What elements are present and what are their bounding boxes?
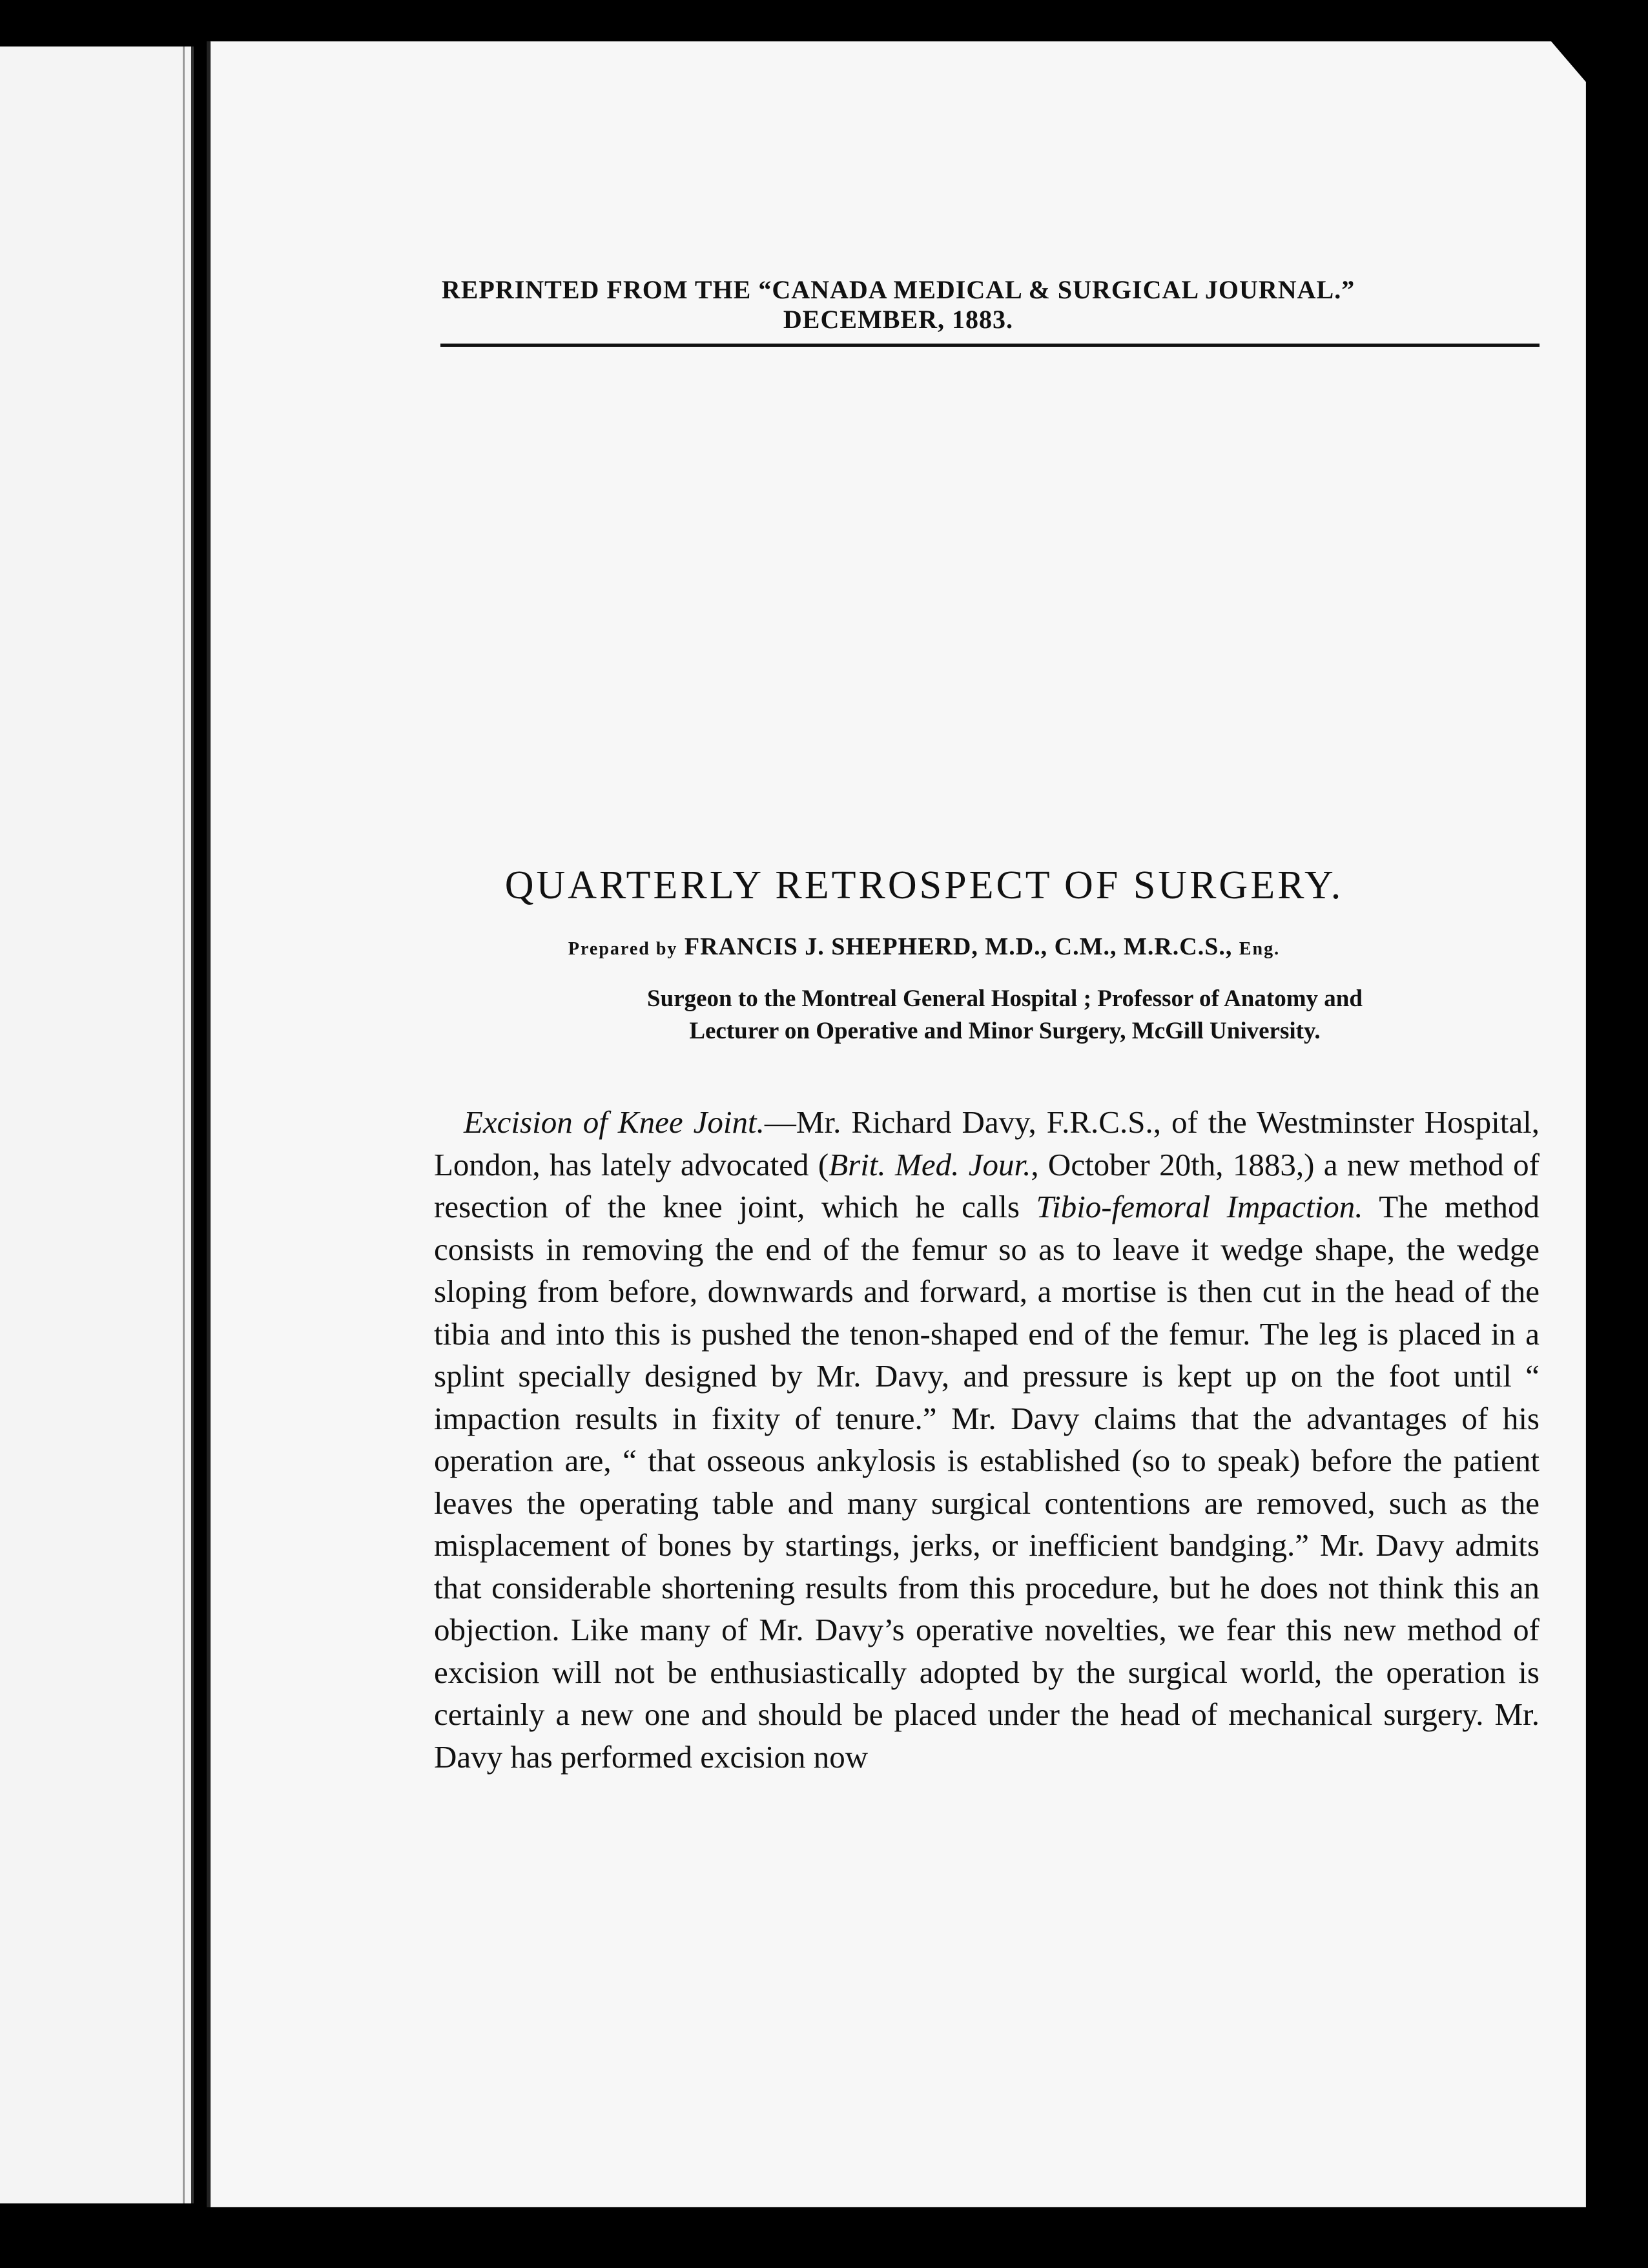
document-page bbox=[207, 41, 1586, 2207]
body-text-1: —Mr. Richard Davy, F.R.C.S., of the Westminster Hospital, London, has lately advocated ( bbox=[434, 1104, 1540, 1182]
citation: Brit. Med. Jour. bbox=[829, 1146, 1031, 1182]
affiliation-line-1: Surgeon to the Montreal General Hospital ; Professor of Anatomy and bbox=[647, 985, 1363, 1012]
procedure-term: Tibio-femoral Impaction. bbox=[1036, 1189, 1363, 1224]
byline-suffix: Eng. bbox=[1239, 939, 1281, 959]
author-byline bbox=[211, 933, 1586, 961]
byline-prefix: Prepared by bbox=[568, 939, 678, 959]
author-name: FRANCIS J. SHEPHERD, M.D., C.M., M.R.C.S., bbox=[684, 933, 1233, 960]
reprint-notice bbox=[211, 275, 1586, 335]
article-title: QUARTERLY RETROSPECT OF SURGERY. bbox=[504, 863, 1344, 907]
reprint-date: DECEMBER, 1883. bbox=[783, 305, 1014, 334]
body-text-2: , October 20th, 1883,) a new method of resection of the knee joint, which he calls bbox=[434, 1146, 1540, 1224]
header-rule bbox=[440, 344, 1540, 347]
affiliation-line-2: Lecturer on Operative and Minor Surgery, McGill University. bbox=[689, 1018, 1321, 1044]
section-topic: Excision of Knee Joint. bbox=[464, 1104, 765, 1140]
reprint-source: REPRINTED FROM THE “CANADA MEDICAL & SURGICAL JOURNAL.” bbox=[441, 275, 1355, 304]
adjacent-page-edge bbox=[0, 46, 194, 2203]
body-paragraph bbox=[434, 1101, 1540, 1778]
author-affiliation bbox=[430, 983, 1580, 1047]
body-text-3: The method consists in removing the end of the femur so as to leave it wedge shape, the wedge sloping from before, downwards and forward, a mortise is then cut in the head of the tibia and into this is pushed the tenon-shaped end of the femur. The leg is placed in a splint specially designed by Mr. Davy, and pressure is kept up on the foot until “ impaction results in fixity of tenure.” Mr. Davy claims that the advantages of his operation are, “ that osseous ankylosis is established (so to speak) before the patient leaves the operating table and many surgical contentions are removed, such as the misplacement of bones by startings, jerks, or inefficient bandging.” Mr. Davy admits that considerable shortening results from this procedure, but he does not think this an objection. Like many of Mr. Davy’s operative novelties, we fear this new method of excision will not be enthusiastically adopted by the surgical world, the operation is certainly a new one and should be placed under the head of mechanical surgery. Mr. Davy has performed excision now bbox=[434, 1189, 1540, 1775]
